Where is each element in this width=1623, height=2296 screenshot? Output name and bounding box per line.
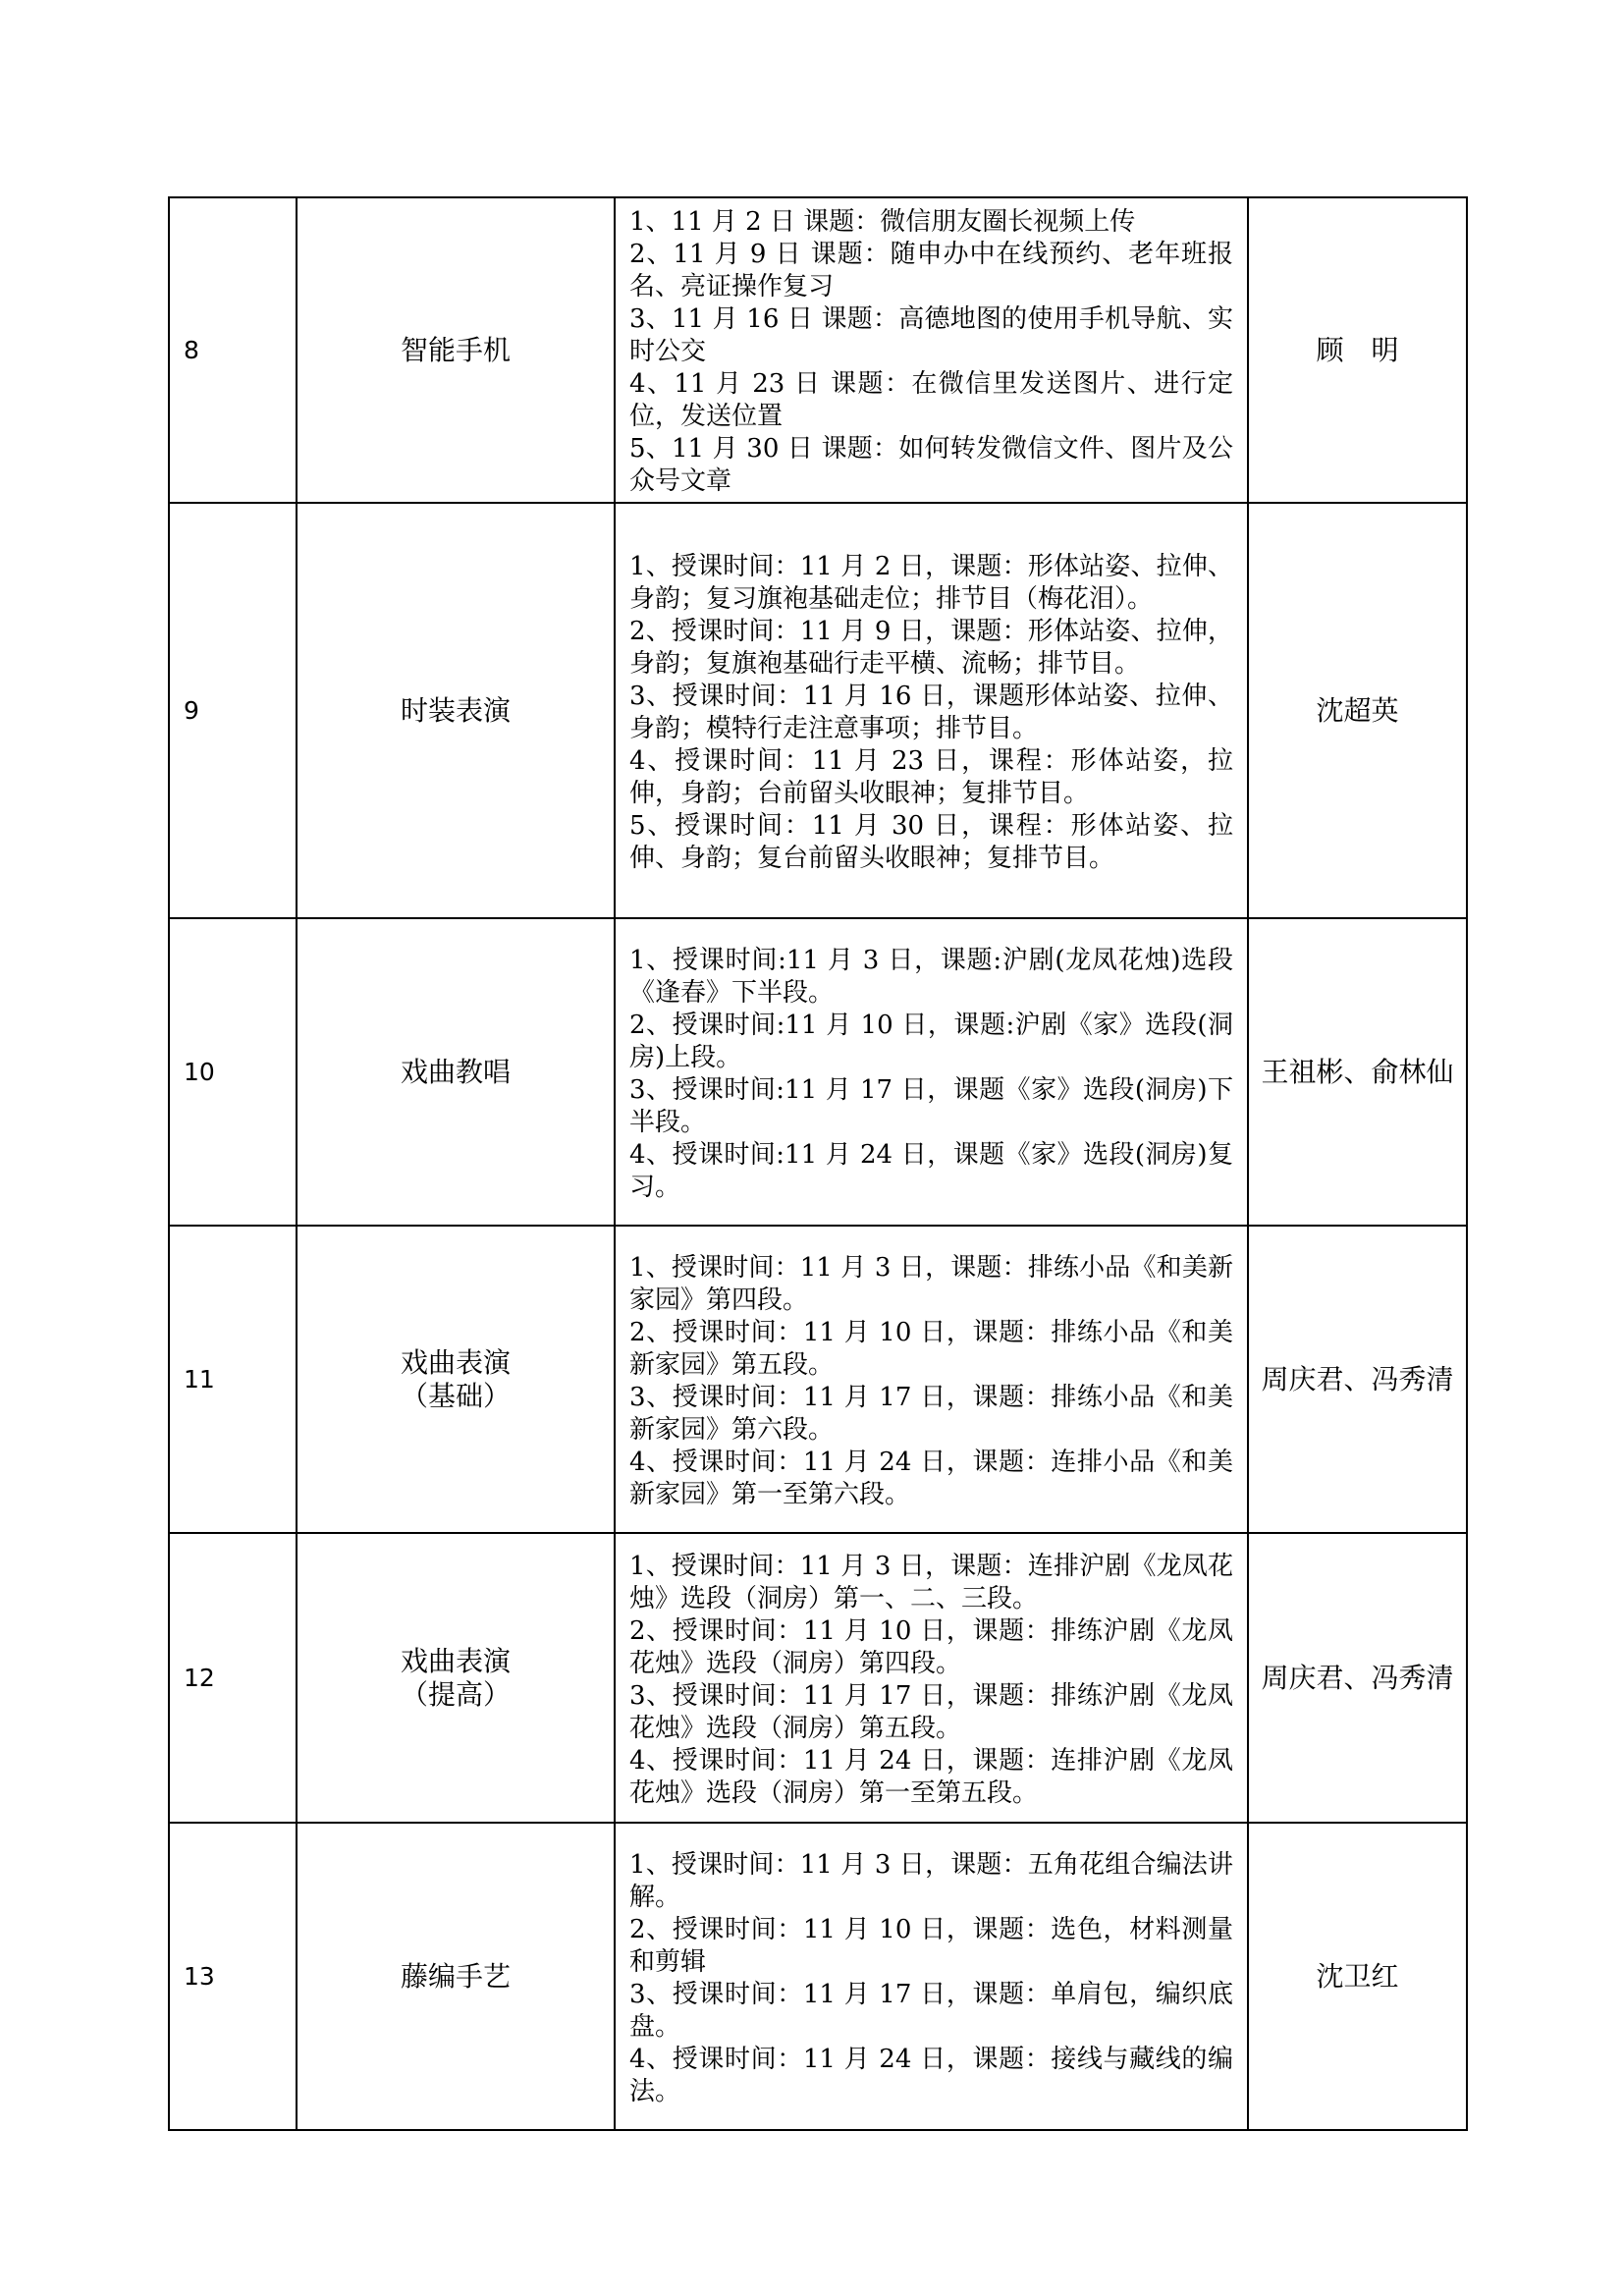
course-name — [297, 918, 615, 1226]
lesson-line: 1、授课时间：11 月 3 日，课题：连排沪剧《龙凤花烛》选段（洞房）第一、二、三段。 — [629, 1551, 1233, 1613]
course-name — [297, 1533, 615, 1823]
course-name — [297, 1226, 615, 1533]
lesson-line: 2、授课时间：11 月 10 日，课题：选色，材料测量和剪辑 — [629, 1914, 1233, 1977]
course-name-text: 戏曲表演 — [400, 1345, 511, 1379]
lesson-line: 2、授课时间：11 月 9 日，课题：形体站姿、拉伸，身韵；复旗袍基础行走平横、流畅；排节目。 — [629, 616, 1233, 679]
lesson-line: 4、授课时间:11 月 24 日，课题《家》选段(洞房)复习。 — [629, 1139, 1233, 1202]
course-name-text: 藤编手艺 — [400, 1959, 511, 1993]
course-name — [297, 503, 615, 918]
lesson-line: 4、授课时间：11 月 23 日，课程：形体站姿，拉伸，身韵；台前留头收眼神；复排节目。 — [629, 745, 1233, 808]
lesson-line: 4、授课时间：11 月 24 日，课题：连排小品《和美新家园》第一至第六段。 — [629, 1447, 1233, 1509]
row-number: 13 — [169, 1823, 297, 2130]
teacher-name: 王祖彬、俞林仙 — [1248, 918, 1467, 1226]
lesson-line: 3、授课时间：11 月 16 日，课题形体站姿、拉伸、身韵；模特行走注意事项；排节目。 — [629, 681, 1233, 743]
table-row — [169, 1226, 1467, 1533]
course-level: （提高） — [400, 1677, 511, 1711]
course-content — [615, 918, 1248, 1226]
course-name-text: 时装表演 — [400, 693, 511, 727]
row-number: 11 — [169, 1226, 297, 1533]
lesson-line: 3、授课时间：11 月 17 日，课题：排练小品《和美新家园》第六段。 — [629, 1382, 1233, 1445]
course-schedule-table — [168, 196, 1468, 2131]
table-row — [169, 1823, 1467, 2130]
lesson-line: 5、授课时间：11 月 30 日，课程：形体站姿、拉伸、身韵；复台前留头收眼神；复排节目。 — [629, 810, 1233, 873]
course-name-text: 戏曲教唱 — [400, 1055, 511, 1088]
table-row — [169, 197, 1467, 503]
lesson-line: 1、授课时间：11 月 3 日，课题：五角花组合编法讲解。 — [629, 1849, 1233, 1912]
lesson-line: 2、授课时间：11 月 10 日，课题：排练小品《和美新家园》第五段。 — [629, 1317, 1233, 1380]
course-content — [615, 1226, 1248, 1533]
row-number: 9 — [169, 503, 297, 918]
lesson-line: 2、11 月 9 日 课题：随申办中在线预约、老年班报名、亮证操作复习 — [629, 240, 1233, 301]
lesson-line: 3、授课时间：11 月 17 日，课题：排练沪剧《龙凤花烛》选段（洞房）第五段。 — [629, 1680, 1233, 1743]
lesson-line: 4、授课时间：11 月 24 日，课题：连排沪剧《龙凤花烛》选段（洞房）第一至第五段。 — [629, 1745, 1233, 1808]
course-name-text: 智能手机 — [400, 333, 511, 366]
course-level: （基础） — [400, 1379, 511, 1412]
lesson-line: 1、授课时间：11 月 3 日，课题：排练小品《和美新家园》第四段。 — [629, 1252, 1233, 1315]
course-content — [615, 1823, 1248, 2130]
course-name — [297, 197, 615, 503]
lesson-line: 1、授课时间：11 月 2 日，课题：形体站姿、拉伸、身韵；复习旗袍基础走位；排节目（梅花泪）。 — [629, 551, 1233, 614]
lesson-line: 2、授课时间：11 月 10 日，课题：排练沪剧《龙凤花烛》选段（洞房）第四段。 — [629, 1615, 1233, 1678]
lesson-line: 4、授课时间：11 月 24 日，课题：接线与藏线的编法。 — [629, 2044, 1233, 2106]
teacher-name: 沈卫红 — [1248, 1823, 1467, 2130]
row-number: 12 — [169, 1533, 297, 1823]
course-content — [615, 503, 1248, 918]
row-number: 8 — [169, 197, 297, 503]
table-row — [169, 503, 1467, 918]
row-number: 10 — [169, 918, 297, 1226]
lesson-line: 5、11 月 30 日 课题：如何转发微信文件、图片及公众号文章 — [629, 434, 1233, 496]
lesson-line: 1、11 月 2 日 课题：微信朋友圈长视频上传 — [629, 207, 1136, 237]
teacher-name: 周庆君、冯秀清 — [1248, 1533, 1467, 1823]
teacher-name: 沈超英 — [1248, 503, 1467, 918]
teacher-name: 周庆君、冯秀清 — [1248, 1226, 1467, 1533]
lesson-line: 4、11 月 23 日 课题：在微信里发送图片、进行定位，发送位置 — [629, 369, 1233, 431]
course-content — [615, 1533, 1248, 1823]
course-name-text: 戏曲表演 — [400, 1644, 511, 1677]
lesson-line: 2、授课时间:11 月 10 日，课题:沪剧《家》选段(洞房)上段。 — [629, 1010, 1233, 1072]
lesson-line: 3、授课时间:11 月 17 日，课题《家》选段(洞房)下半段。 — [629, 1074, 1233, 1137]
lesson-line: 1、授课时间:11 月 3 日，课题:沪剧(龙凤花烛)选段《逢春》下半段。 — [629, 945, 1233, 1008]
course-content — [615, 197, 1248, 503]
table-row — [169, 918, 1467, 1226]
lesson-line: 3、授课时间：11 月 17 日，课题：单肩包，编织底盘。 — [629, 1979, 1233, 2042]
teacher-name: 顾 明 — [1248, 197, 1467, 503]
course-name — [297, 1823, 615, 2130]
table-row — [169, 1533, 1467, 1823]
lesson-line: 3、11 月 16 日 课题：高德地图的使用手机导航、实时公交 — [629, 304, 1233, 366]
